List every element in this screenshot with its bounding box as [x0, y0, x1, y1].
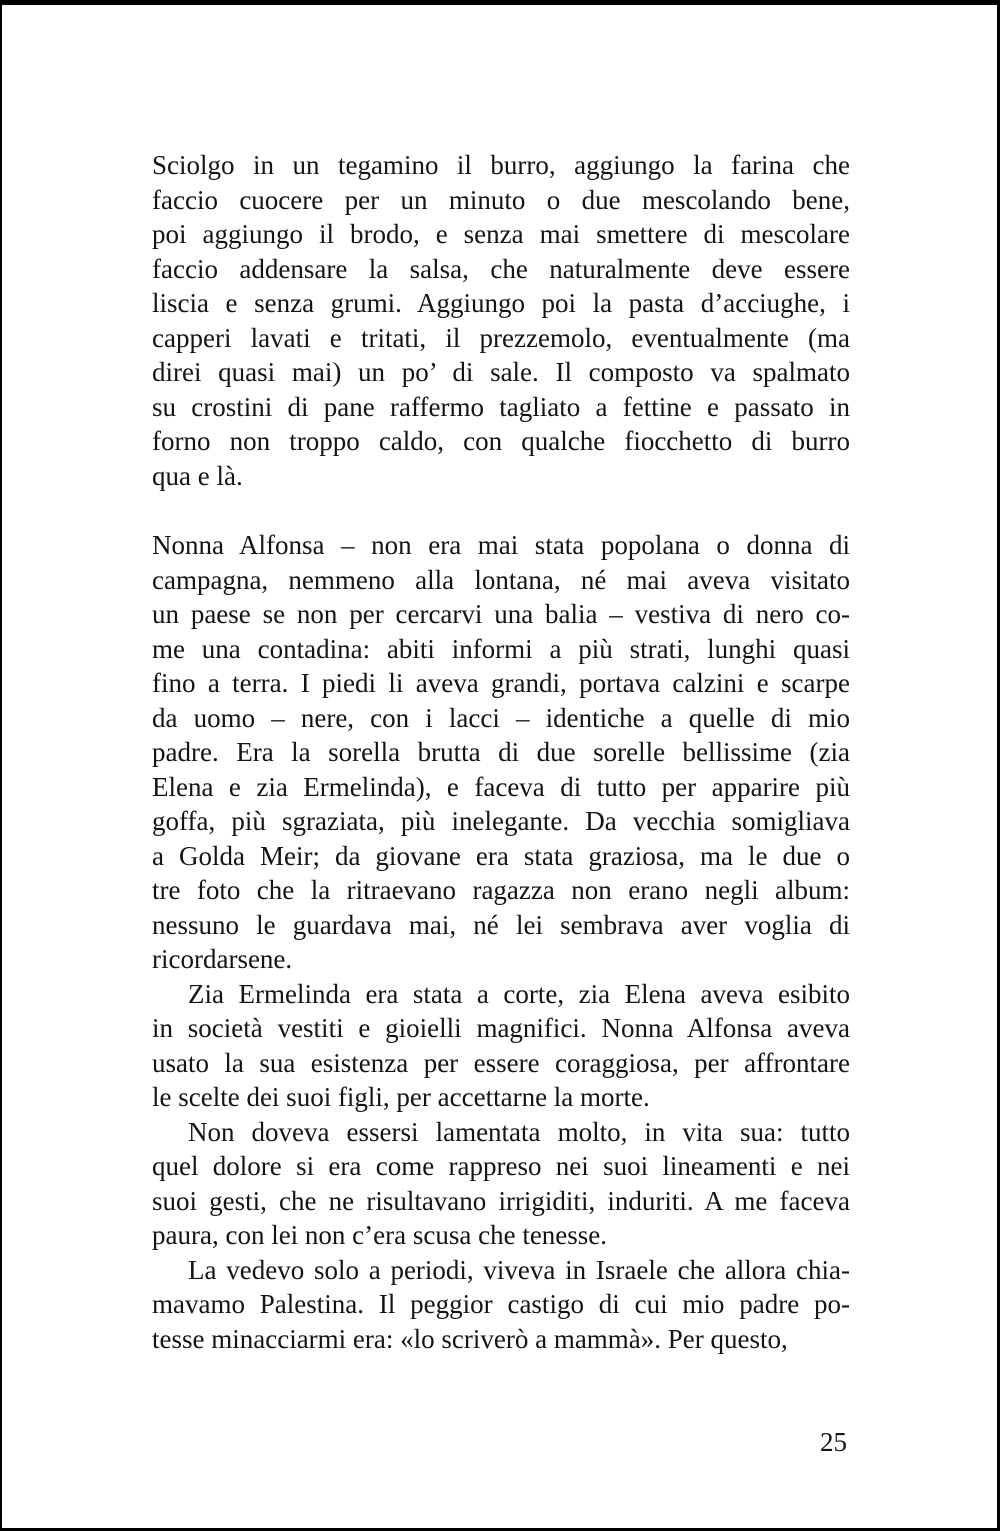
text-line: padre. Era la sorella brutta di due sorelle bellissime (zia [152, 737, 850, 767]
paragraph [152, 1115, 850, 1253]
paragraph [152, 977, 850, 1115]
page-number: 25 [820, 1427, 847, 1457]
text-line: da uomo – nere, con i lacci – identiche a quelle di mio [152, 702, 850, 733]
text-line: Nonna Alfonsa – non era mai stata popolana o donna di [152, 530, 850, 560]
text-line: tesse minacciarmi era: «lo scriverò a mammà». Per questo, [152, 1323, 788, 1354]
text-line: tre foto che la ritraevano ragazza non erano negli album: [152, 875, 850, 905]
text-line: Sciolgo in un tegamino il burro, aggiungo la farina che [152, 150, 850, 180]
text-line: liscia e senza grumi. Aggiungo poi la pasta d’acciughe, i [152, 288, 850, 318]
text-line: Elena e zia Ermelinda), e faceva di tutto per apparire più [152, 771, 850, 802]
text-line: usato la sua esistenza per essere coraggiosa, per affrontare [152, 1047, 850, 1078]
paragraph [152, 148, 850, 493]
text-line: ricordarsene. [152, 944, 293, 974]
text-line: faccio addensare la salsa, che naturalmente deve essere [152, 253, 850, 284]
text-line: forno non troppo caldo, con qualche fiocchetto di burro [152, 426, 850, 456]
body-text [152, 148, 850, 1356]
text-line: Non doveva essersi lamentata molto, in vita sua: tutto [188, 1116, 850, 1147]
paragraph [152, 1253, 850, 1357]
text-line: campagna, nemmeno alla lontana, né mai aveva visitato [152, 564, 850, 595]
text-line: poi aggiungo il brodo, e senza mai smettere di mescolare [152, 219, 850, 249]
text-line: nessuno le guardava mai, né lei sembrava aver voglia di [152, 909, 850, 940]
text-line: un paese se non per cercarvi una balia – vestiva di nero co- [152, 599, 850, 629]
text-line: direi quasi mai) un po’ di sale. Il composto va spalmato [152, 357, 850, 387]
text-line: le scelte dei suoi figli, per accettarne la morte. [152, 1082, 650, 1112]
text-line: mavamo Palestina. Il peggior castigo di cui mio padre po- [152, 1289, 850, 1319]
text-line: capperi lavati e tritati, il prezzemolo, eventualmente (ma [152, 322, 850, 353]
text-line: qua e là. [152, 460, 243, 491]
text-line: a Golda Meir; da giovane era stata graziosa, ma le due o [152, 840, 850, 871]
text-line: La vedevo solo a periodi, viveva in Israele che allora chia- [188, 1254, 850, 1285]
text-line: su crostini di pane raffermo tagliato a fettine e passato in [152, 391, 850, 422]
text-line: paura, con lei non c’era scusa che tenesse. [152, 1220, 608, 1250]
text-line: goffa, più sgraziata, più inelegante. Da vecchia somigliava [152, 806, 850, 836]
text-line: suoi gesti, che ne risultavano irrigiditi, induriti. A me faceva [152, 1185, 850, 1216]
text-line: fino a terra. I piedi li aveva grandi, portava calzini e scarpe [152, 668, 850, 698]
text-line: in società vestiti e gioielli magnifici. Nonna Alfonsa aveva [152, 1013, 850, 1043]
text-line: Zia Ermelinda era stata a corte, zia Elena aveva esibito [188, 978, 850, 1009]
text-line: me una contadina: abiti informi a più strati, lunghi quasi [152, 633, 850, 664]
text-line: quel dolore si era come rappreso nei suoi lineamenti e nei [152, 1151, 850, 1181]
text-line: faccio cuocere per un minuto o due mescolando bene, [152, 184, 850, 215]
paragraph [152, 528, 850, 977]
